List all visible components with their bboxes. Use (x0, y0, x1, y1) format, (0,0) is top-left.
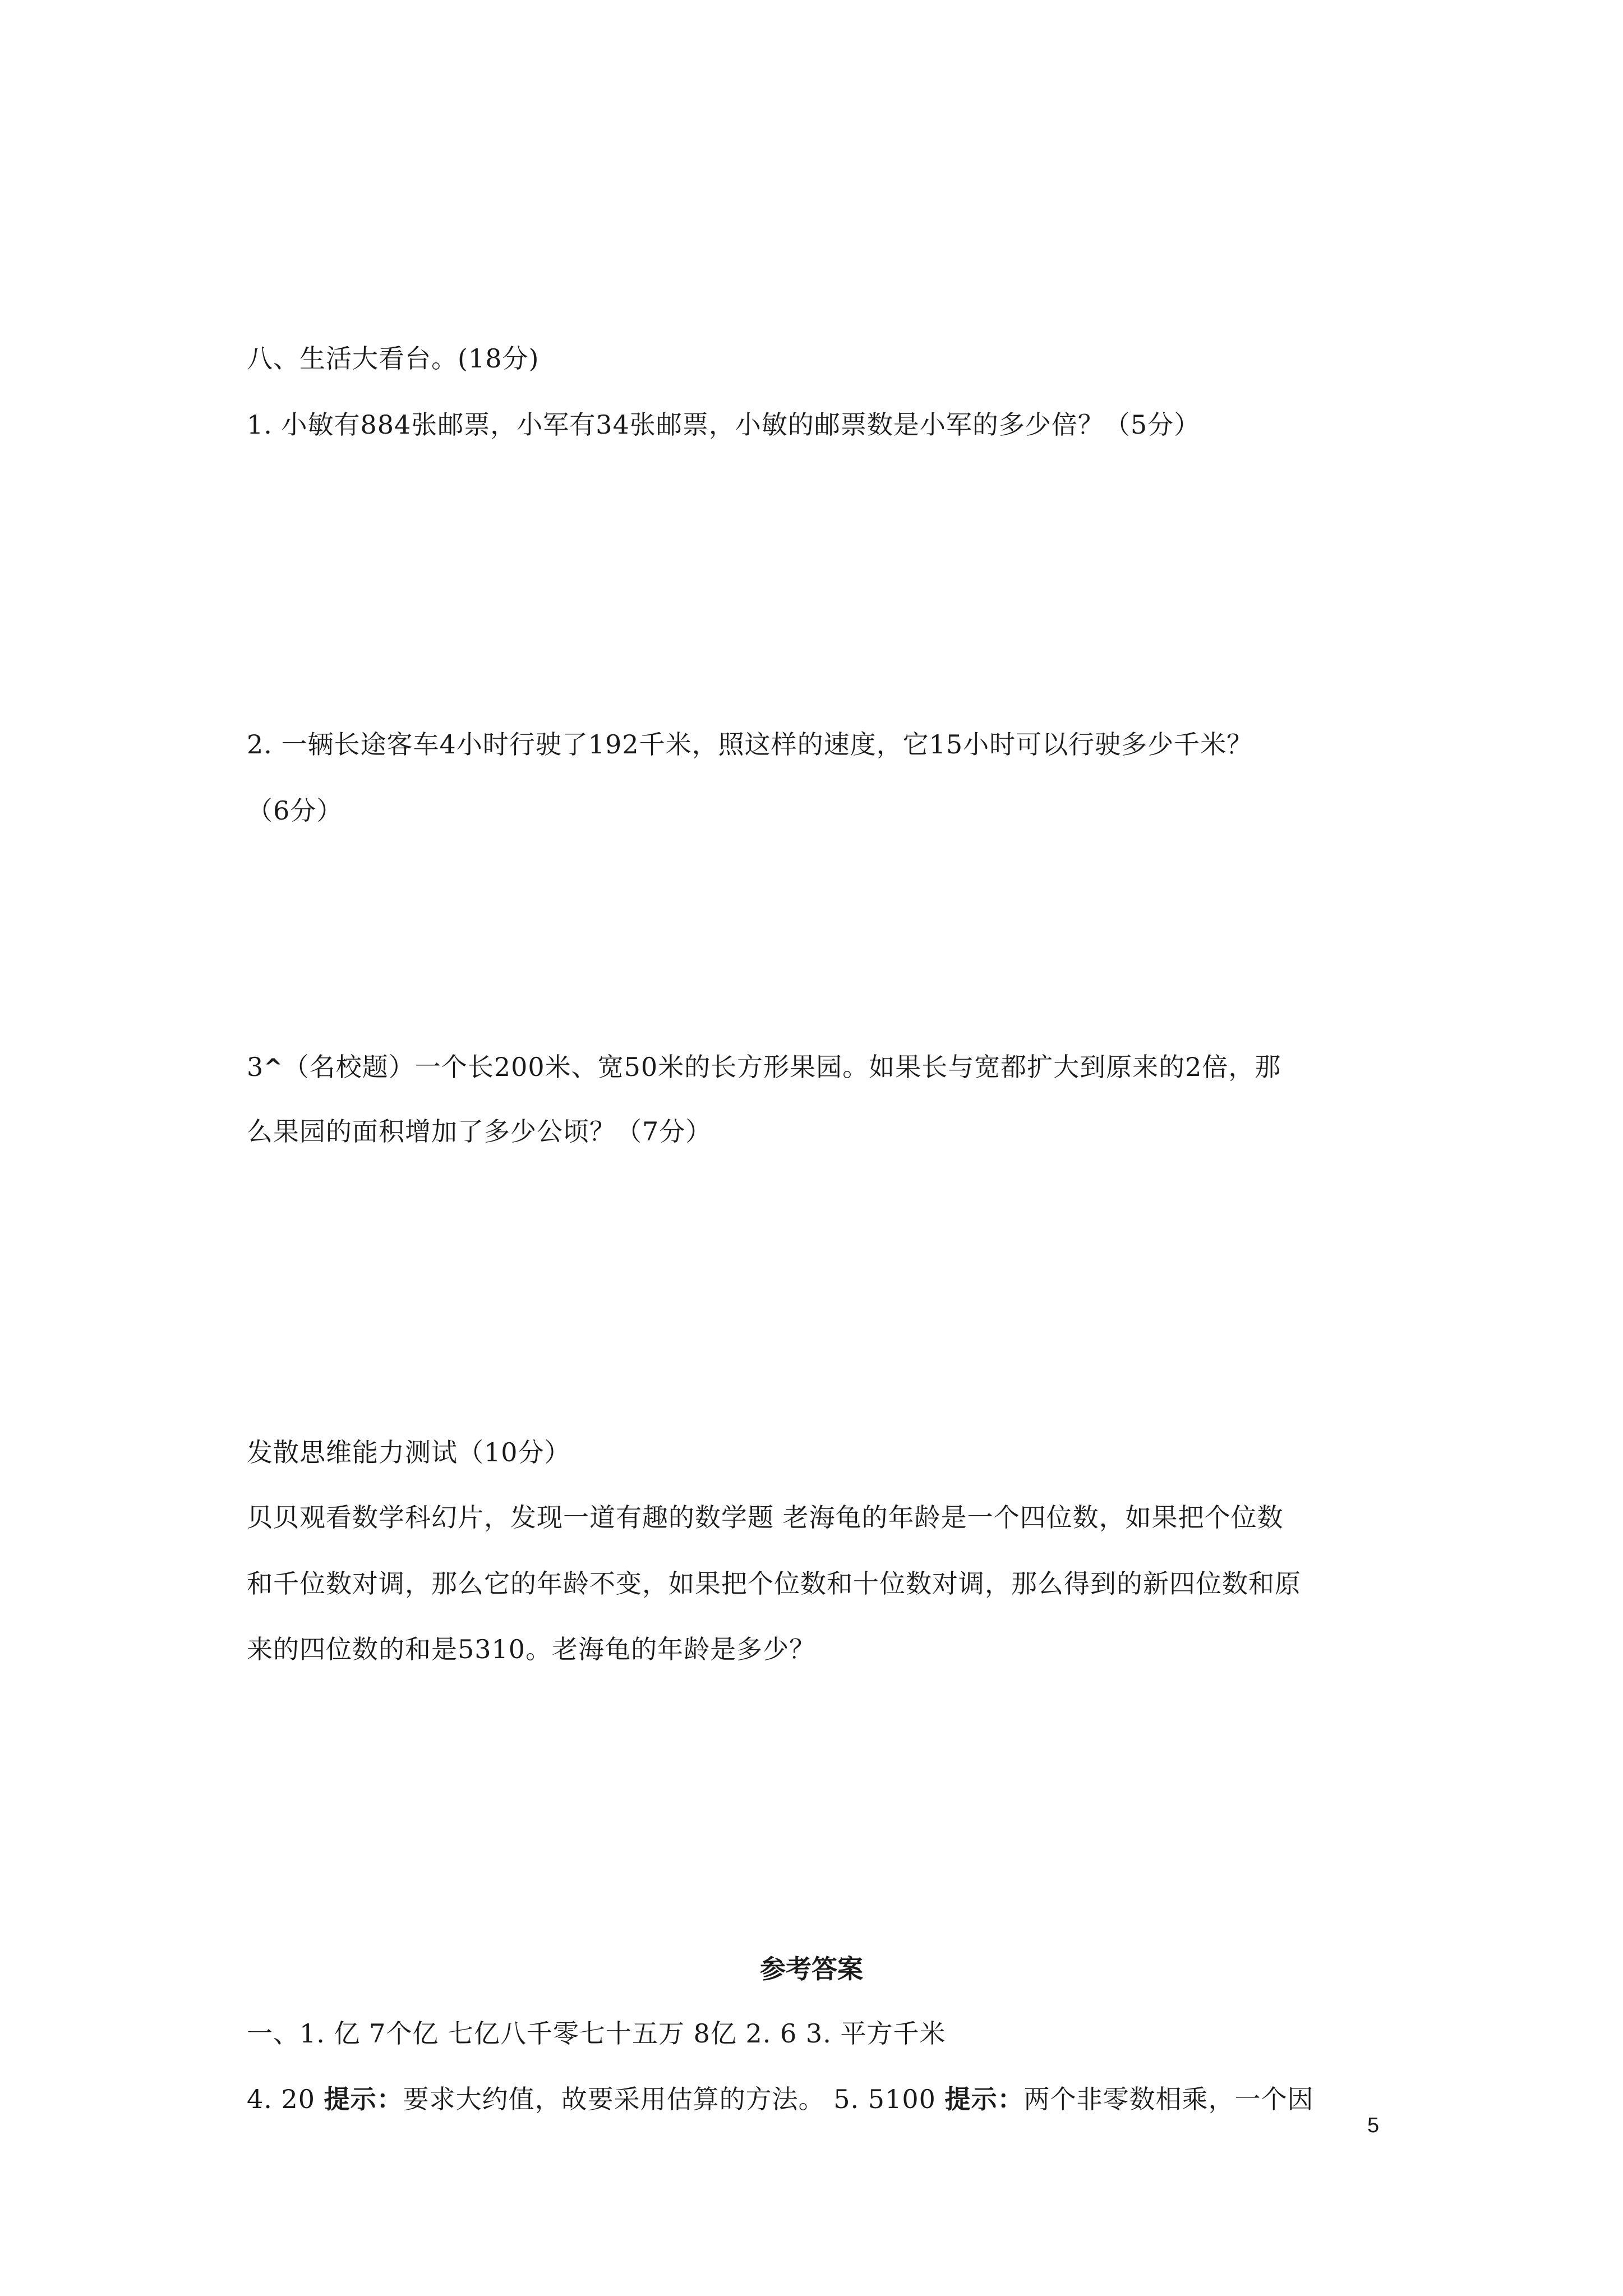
question-2-line-2: （6分） (247, 795, 343, 826)
question-1: 1. 小敏有884张邮票，小军有34张邮票，小敏的邮票数是小军的多少倍？（5分） (247, 409, 1201, 440)
divergent-line-3: 来的四位数的和是5310。老海龟的年龄是多少？ (247, 1634, 816, 1664)
question-3-line-1 (247, 1052, 1281, 1083)
answer-4-value: 4. 20 (247, 2084, 324, 2114)
answer-4-hint: 要求大约值，故要采用估算的方法。 5. 5100 (403, 2084, 945, 2114)
question-2-line-1: 2. 一辆长途客车4小时行驶了192千米，照这样的速度，它15小时可以行驶多少千米？ (247, 729, 1253, 760)
question-3-text: （名校题）一个长200米、宽50米的长方形果园。如果长与宽都扩大到原来的2倍，那 (283, 1052, 1281, 1082)
section-8-heading: 八、生活大看台。(18分) (247, 343, 540, 374)
hint-label-1: 提示： (324, 2084, 403, 2114)
answer-5-hint: 两个非零数相乘，一个因 (1023, 2084, 1314, 2114)
question-3-line-2: 么果园的面积增加了多少公顷？（7分） (247, 1116, 712, 1147)
question-3-number: 3 (247, 1052, 264, 1082)
caret-mark: ^ (264, 1055, 283, 1080)
answers-line-1: 一、1. 亿 7个亿 七亿八千零七十五万 8亿 2. 6 3. 平方千米 (247, 2018, 946, 2049)
divergent-line-1: 贝贝观看数学科幻片，发现一道有趣的数学题 老海龟的年龄是一个四位数，如果把个位数 (247, 1502, 1284, 1533)
answers-line-2 (247, 2084, 1314, 2115)
hint-label-2: 提示： (944, 2084, 1024, 2114)
divergent-heading: 发散思维能力测试（10分） (247, 1437, 571, 1467)
divergent-line-2: 和千位数对调，那么它的年龄不变，如果把个位数和十位数对调，那么得到的新四位数和原 (247, 1568, 1301, 1599)
page-number: 5 (1367, 2114, 1380, 2137)
answers-title: 参考答案 (760, 1954, 863, 1984)
